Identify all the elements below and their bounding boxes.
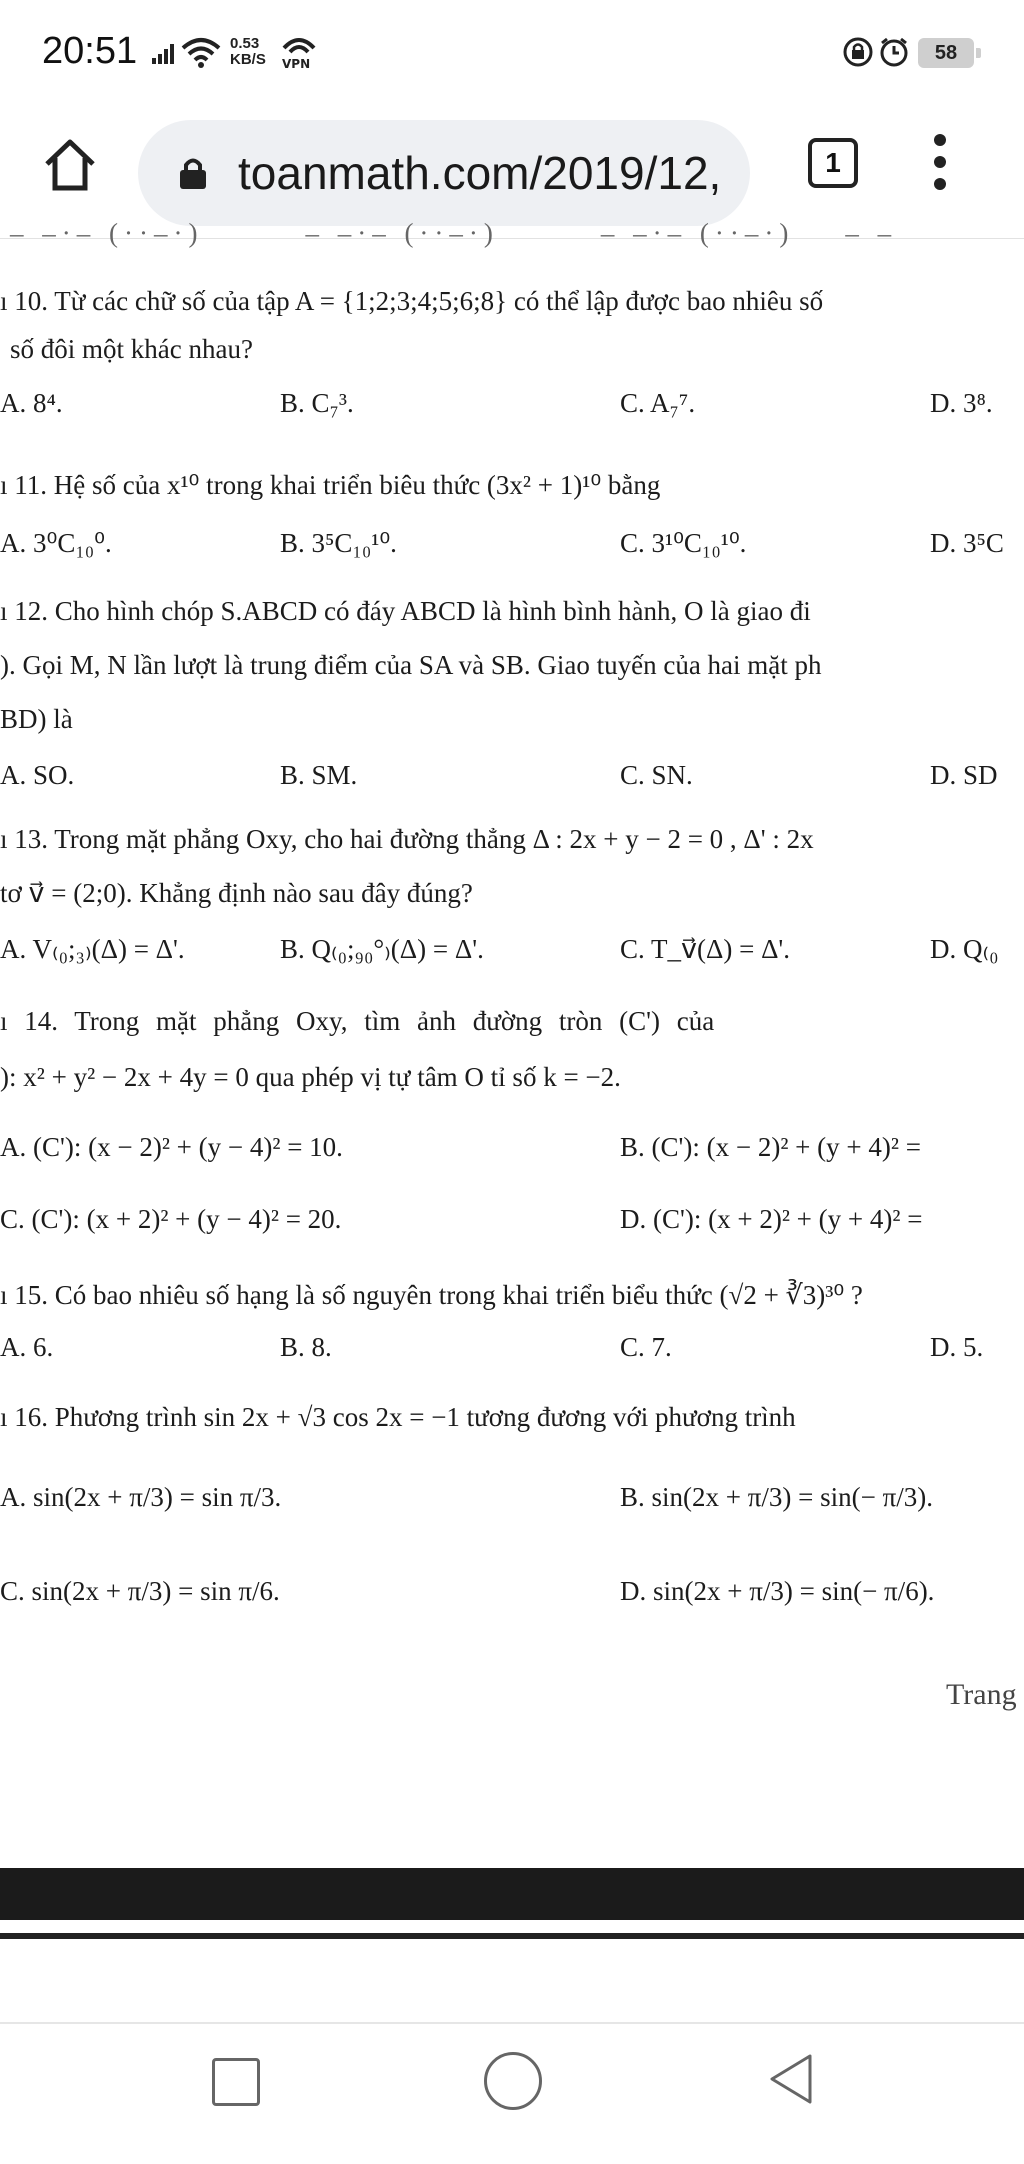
q10-option-b: B. C₇³. xyxy=(280,388,354,418)
clock: 20:51 xyxy=(42,30,138,72)
address-bar[interactable] xyxy=(138,120,750,226)
document-page xyxy=(0,218,1024,1868)
battery-indicator: 58 xyxy=(918,38,974,68)
question-12-cont: ). Gọi M, N lần lượt là trung điểm của SA và SB. Giao tuyến của hai mặt ph xyxy=(0,650,822,680)
q15-option-a: A. 6. xyxy=(0,1332,54,1362)
q12-option-a: A. SO. xyxy=(0,760,75,790)
q10-option-d: D. 3⁸. xyxy=(930,388,993,418)
question-11: ı 11. Hệ số của x¹⁰ trong khai triển biêu thức (3x² + 1)¹⁰ bằng xyxy=(0,470,661,500)
svg-text:VPN: VPN xyxy=(282,57,311,71)
page-separator xyxy=(0,1868,1024,1920)
q13-option-b: B. Q₍₀;₉₀°₎(Δ) = Δ'. xyxy=(280,934,484,964)
question-14: ı 14. Trong mặt phẳng Oxy, tìm ảnh đường tròn (C') của xyxy=(0,1006,715,1036)
page-separator-line xyxy=(0,1933,1024,1939)
question-12: ı 12. Cho hình chóp S.ABCD có đáy ABCD là hình bình hành, O là giao đi xyxy=(0,596,811,626)
alarm-icon xyxy=(878,36,910,68)
network-speed xyxy=(230,36,266,68)
question-14-cont: ): x² + y² − 2x + 4y = 0 qua phép vị tự tâm O tỉ số k = −2. xyxy=(0,1062,621,1092)
q13-option-a: A. V₍₀;₃₎(Δ) = Δ'. xyxy=(0,934,185,964)
q12-option-c: C. SN. xyxy=(620,760,693,790)
q12-option-b: B. SM. xyxy=(280,760,358,790)
q13-option-d: D. Q₍₀ xyxy=(930,934,999,964)
page-label: Trang xyxy=(946,1678,1017,1711)
q16-option-a: A. sin(2x + π/3) = sin π/3. xyxy=(0,1482,282,1512)
signal-icon xyxy=(152,44,176,64)
speed-unit: KB/S xyxy=(230,51,266,68)
wifi-icon xyxy=(180,36,222,70)
q14-option-a: A. (C'): (x − 2)² + (y − 4)² = 10. xyxy=(0,1132,343,1162)
url-text[interactable]: toanmath.com/2019/12, xyxy=(238,147,722,199)
orientation-lock-icon xyxy=(842,36,874,68)
vpn-icon xyxy=(280,34,318,70)
speed-value: 0.53 xyxy=(230,35,260,52)
q16-option-d: D. sin(2x + π/3) = sin(− π/6). xyxy=(620,1576,935,1606)
home-button[interactable] xyxy=(484,2052,542,2110)
q14-option-c: C. (C'): (x + 2)² + (y − 4)² = 20. xyxy=(0,1204,342,1234)
question-15: ı 15. Có bao nhiêu số hạng là số nguyên trong khai triển biểu thức (√2 + ∛3)³⁰ ? xyxy=(0,1280,863,1310)
q14-option-b: B. (C'): (x − 2)² + (y + 4)² = xyxy=(620,1132,921,1162)
menu-icon[interactable] xyxy=(934,134,948,200)
q14-option-d: D. (C'): (x + 2)² + (y + 4)² = xyxy=(620,1204,923,1234)
status-bar xyxy=(0,0,1024,110)
question-12-cont2: BD) là xyxy=(0,704,73,734)
question-13: ı 13. Trong mặt phẳng Oxy, cho hai đường thẳng Δ : 2x + y − 2 = 0 , Δ' : 2x xyxy=(0,824,814,854)
question-13-cont: tơ v⃗ = (2;0). Khẳng định nào sau đây đúng? xyxy=(0,878,473,908)
question-10-cont: số đôi một khác nhau? xyxy=(10,334,253,364)
q11-option-c: C. 3¹⁰C₁₀¹⁰. xyxy=(620,528,747,558)
recent-apps-button[interactable] xyxy=(212,2058,260,2106)
q13-option-c: C. T_v⃗(Δ) = Δ'. xyxy=(620,934,791,964)
lock-icon xyxy=(178,156,208,190)
back-icon[interactable] xyxy=(766,2052,814,2106)
question-16: ı 16. Phương trình sin 2x + √3 cos 2x = −1 tương đương với phương trình xyxy=(0,1402,796,1432)
q11-option-b: B. 3⁵C₁₀¹⁰. xyxy=(280,528,397,558)
tab-switcher-button[interactable]: 1 xyxy=(808,138,858,188)
q11-option-d: D. 3⁵C xyxy=(930,528,1004,558)
q15-option-c: C. 7. xyxy=(620,1332,672,1362)
q15-option-b: B. 8. xyxy=(280,1332,332,1362)
q11-option-a: A. 3⁰C₁₀⁰. xyxy=(0,528,112,558)
q16-option-b: B. sin(2x + π/3) = sin(− π/3). xyxy=(620,1482,933,1512)
q15-option-d: D. 5. xyxy=(930,1332,984,1362)
previous-line-fragment: – –·– (··–·) – –·– (··–·) – –·– (··–·) – – xyxy=(10,218,898,248)
question-10: ı 10. Từ các chữ số của tập A = {1;2;3;4;5;6;8} có thể lập được bao nhiêu số xyxy=(0,286,824,316)
navigation-bar xyxy=(0,2022,1024,2164)
q16-option-c: C. sin(2x + π/3) = sin π/6. xyxy=(0,1576,280,1606)
q10-option-a: A. 8⁴. xyxy=(0,388,63,418)
q12-option-d: D. SD xyxy=(930,760,998,790)
home-icon[interactable] xyxy=(42,136,98,192)
q10-option-c: C. A₇⁷. xyxy=(620,388,696,418)
